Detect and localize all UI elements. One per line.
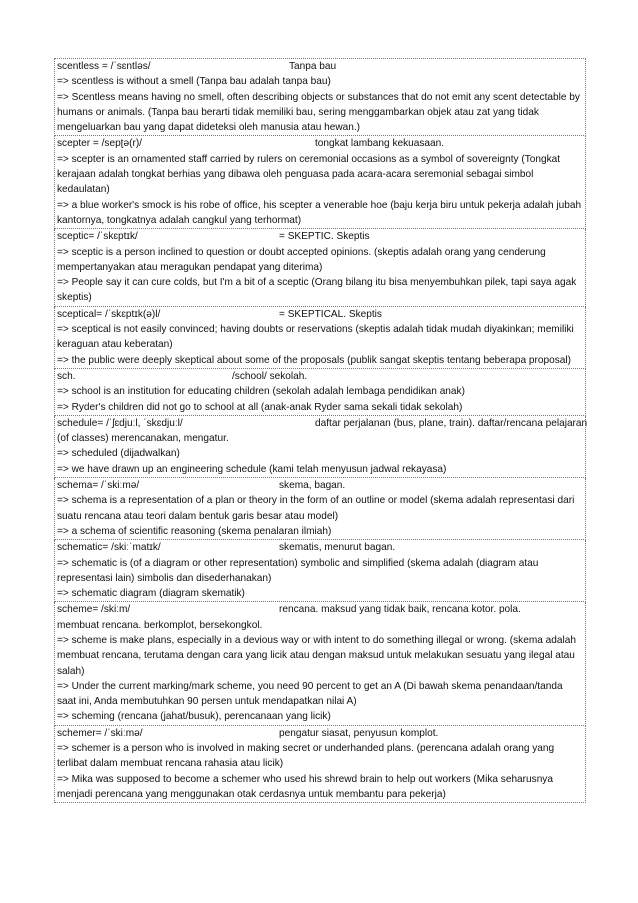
entry-line: => schema is a representation of a plan or theory in the form of an outline or model (skema adalah representasi dari suatu rencana atau teori dalam bentuk garis besar atau model) [57,495,575,522]
entry-headword-row [57,59,583,74]
entry-term: sceptic= /ˈskɛptɪk/ [57,231,138,243]
dictionary-entry [54,58,586,136]
entry-line: => a schema of scientific reasoning (skema penalaran ilmiah) [57,525,332,537]
dictionary-entry [54,540,586,602]
entry-headword-row [57,726,583,741]
entry-headword-row [57,602,583,617]
entry-line: => Mika was supposed to become a schemer who used his shrewd brain to help out workers (Mika seharusnya menjadi perencana yang menggunakan otak cerdasnya untuk membantu para pekerja) [57,773,553,800]
entry-gloss: /school/ sekolah. [232,370,308,382]
dictionary-entry [54,478,586,540]
entry-term: schedule= /ˈʃɛdjuːl, ˈskɛdjuːl/ [57,417,183,429]
entry-headword-row [57,540,583,555]
dictionary-entry [54,136,586,229]
entry-gloss: skema, bagan. [279,480,346,492]
entry-line: (of classes) merencanakan, mengatur. [57,433,229,445]
entry-headword-row [57,478,583,493]
entry-line: => school is an institution for educating children (sekolah adalah lembaga pendidikan anak) [57,386,465,398]
entry-line: => we have drawn up an engineering schedule (kami telah menyusun jadwal rekayasa) [57,463,447,475]
entry-line: => Ryder's children did not go to school at all (anak-anak Ryder sama sekali tidak sekolah) [57,401,463,413]
dictionary-page [54,58,586,803]
dictionary-entry [54,602,586,725]
entry-line: => scentless is without a smell (Tanpa bau adalah tanpa bau) [57,76,331,88]
entry-headword-row [57,136,583,151]
entry-gloss: = SKEPTICAL. Skeptis [279,308,382,320]
entry-line: => schematic diagram (diagram skematik) [57,588,245,600]
entry-gloss: daftar perjalanan (bus, plane, train). daftar/rencana pelajaran [315,417,588,429]
dictionary-entry [54,369,586,416]
dictionary-entry [54,416,586,478]
dictionary-entry [54,307,586,369]
entry-term: schemer= /ˈskiːmə/ [57,727,143,739]
entry-term: scentless = /ˈsɛntləs/ [57,61,151,72]
entry-term: scepter = /sepʈə(r)/ [57,138,142,150]
entry-line: => People say it can cure colds, but I'm a bit of a sceptic (Orang bilang itu bisa menyembuhkan pilek, tapi saya agak skeptis) [57,277,577,304]
entry-term: scheme= /skiːm/ [57,604,131,616]
entry-line: => scheme is make plans, especially in a devious way or with intent to do something illegal or wrong. (skema adalah membuat rencana, terutama dengan cara yang licik atau dengan maksud untuk melakukan sesuatu yang ilegal atau salah) [57,634,576,677]
entry-headword-row [57,416,588,431]
entry-line: => scheming (rencana (jahat/busuk), perencanaan yang licik) [57,711,331,723]
dictionary-entry [54,726,586,803]
entry-line: => schematic is (of a diagram or other representation) symbolic and simplified (skema adalah (diagram atau representasi lain) simbolis dan disederhanakan) [57,557,539,584]
entry-term: sceptical= /ˈskɛptɪk(ə)l/ [57,308,161,320]
entry-line: => Under the current marking/mark scheme, you need 90 percent to get an A (Di bawah skema penandaan/tanda saat ini, Anda membutuhkan 90 persen untuk mendapatkan nilai A) [57,680,563,708]
entry-line: => a blue worker's smock is his robe of office, his scepter a venerable hoe (baju kerja biru untuk pekerja adalah jubah kantornya, tongkatnya adalah cangkul yang terhormat) [57,199,582,226]
entry-line: => scheduled (dijadwalkan) [57,448,180,460]
entry-gloss: tongkat lambang kekuasaan. [315,138,445,150]
entry-line: => scepter is an ornamented staff carried by rulers on ceremonial occasions as a symbol of sovereignty (Tongkat kerajaan adalah tongkat berhias yang dibawa oleh penguasa pada acara-acara seremonial sebagai simbol kedaulatan) [57,153,561,196]
entry-gloss: = SKEPTIC. Skeptis [279,231,370,243]
entry-line: membuat rencana. berkomplot, bersekongkol. [57,619,263,631]
entry-headword-row [57,369,583,384]
entry-line: => schemer is a person who is involved in making secret or underhanded plans. (perencana adalah orang yang terlibat dalam membuat rencana rahasia atau licik) [57,743,555,770]
entry-gloss: skematis, menurut bagan. [279,542,396,554]
entry-term: schema= /ˈskiːmə/ [57,480,140,492]
entry-gloss: pengatur siasat, penyusun komplot. [279,727,439,739]
entry-line: => the public were deeply skeptical about some of the proposals (publik sangat skeptis tentang beberapa proposal) [57,354,571,366]
entry-gloss: rencana. maksud yang tidak baik, rencana kotor. pola. [279,604,521,616]
entry-headword-row [57,307,583,322]
entry-line: => sceptic is a person inclined to question or doubt accepted opinions. (skeptis adalah orang yang cenderung mempertanyakan atau meragukan pendapat yang diterima) [57,246,546,273]
entry-line: => Scentless means having no smell, often describing objects or substances that do not emit any scent detectable by humans or animals. (Tanpa bau berarti tidak memiliki bau, sering menggambarkan objek atau zat yang tidak mengeluarkan bau yang dapat dideteksi oleh manusia atau hewan.) [57,91,580,134]
entry-term: schematic= /skiːˈmatɪk/ [57,542,161,554]
entry-headword-row [57,229,583,244]
entry-gloss: Tanpa bau [289,61,337,72]
entry-line: => sceptical is not easily convinced; having doubts or reservations (skeptis adalah tidak mudah diyakinkan; memiliki keraguan atau keberatan) [57,324,574,351]
entry-term: sch. [57,370,76,382]
dictionary-entry [54,229,586,306]
